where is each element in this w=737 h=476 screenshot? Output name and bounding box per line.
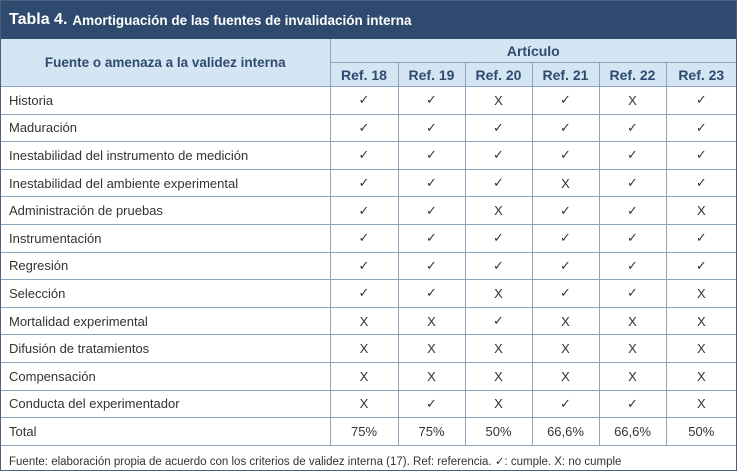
mark-cell: ✓ bbox=[330, 280, 398, 308]
mark-cell: ✓ bbox=[532, 142, 599, 170]
mark-cell: ✓ bbox=[599, 390, 666, 418]
mark-cell: X bbox=[599, 87, 666, 115]
mark-cell: ✓ bbox=[465, 169, 532, 197]
mark-cell: X bbox=[465, 362, 532, 390]
mark-cell: ✓ bbox=[330, 114, 398, 142]
total-row bbox=[1, 418, 736, 446]
mark-cell: ✓ bbox=[330, 87, 398, 115]
mark-cell: ✓ bbox=[532, 197, 599, 225]
mark-cell: X bbox=[532, 307, 599, 335]
mark-cell: X bbox=[532, 335, 599, 363]
table-row bbox=[1, 169, 736, 197]
mark-cell: X bbox=[330, 307, 398, 335]
row-label: Difusión de tratamientos bbox=[1, 335, 330, 363]
mark-cell: X bbox=[398, 362, 465, 390]
table-title bbox=[1, 1, 736, 39]
mark-cell: ✓ bbox=[465, 142, 532, 170]
mark-cell: ✓ bbox=[532, 280, 599, 308]
row-label: Total bbox=[1, 418, 330, 446]
mark-cell: X bbox=[599, 307, 666, 335]
table-row bbox=[1, 252, 736, 280]
mark-cell: X bbox=[599, 362, 666, 390]
mark-cell: X bbox=[666, 362, 736, 390]
mark-cell: X bbox=[465, 390, 532, 418]
table-row bbox=[1, 87, 736, 115]
ref-column-header: Ref. 20 bbox=[465, 63, 532, 87]
row-label: Administración de pruebas bbox=[1, 197, 330, 225]
mark-cell: ✓ bbox=[599, 142, 666, 170]
table-row bbox=[1, 362, 736, 390]
mark-cell: ✓ bbox=[532, 224, 599, 252]
mark-cell: X bbox=[532, 362, 599, 390]
mark-cell: X bbox=[398, 335, 465, 363]
table-row bbox=[1, 280, 736, 308]
mark-cell: ✓ bbox=[599, 224, 666, 252]
total-cell: 50% bbox=[666, 418, 736, 446]
mark-cell: ✓ bbox=[532, 114, 599, 142]
ref-column-header: Ref. 21 bbox=[532, 63, 599, 87]
row-label: Inestabilidad del instrumento de medición bbox=[1, 142, 330, 170]
mark-cell: ✓ bbox=[398, 197, 465, 225]
ref-column-header: Ref. 22 bbox=[599, 63, 666, 87]
mark-cell: X bbox=[330, 390, 398, 418]
ref-column-header: Ref. 23 bbox=[666, 63, 736, 87]
row-label: Selección bbox=[1, 280, 330, 308]
table-row bbox=[1, 142, 736, 170]
mark-cell: ✓ bbox=[330, 142, 398, 170]
mark-cell: ✓ bbox=[532, 87, 599, 115]
table-caption: Amortiguación de las fuentes de invalidación interna bbox=[72, 12, 412, 28]
mark-cell: X bbox=[666, 197, 736, 225]
mark-cell: ✓ bbox=[398, 87, 465, 115]
mark-cell: ✓ bbox=[398, 390, 465, 418]
mark-cell: ✓ bbox=[666, 114, 736, 142]
mark-cell: X bbox=[330, 362, 398, 390]
mark-cell: X bbox=[465, 280, 532, 308]
mark-cell: X bbox=[398, 307, 465, 335]
total-cell: 66,6% bbox=[599, 418, 666, 446]
mark-cell: ✓ bbox=[465, 224, 532, 252]
mark-cell: X bbox=[599, 335, 666, 363]
row-label: Inestabilidad del ambiente experimental bbox=[1, 169, 330, 197]
mark-cell: ✓ bbox=[330, 169, 398, 197]
mark-cell: ✓ bbox=[666, 224, 736, 252]
mark-cell: ✓ bbox=[465, 252, 532, 280]
mark-cell: X bbox=[330, 335, 398, 363]
validity-table bbox=[1, 39, 736, 446]
mark-cell: ✓ bbox=[398, 169, 465, 197]
mark-cell: ✓ bbox=[666, 169, 736, 197]
row-label: Compensación bbox=[1, 362, 330, 390]
mark-cell: X bbox=[532, 169, 599, 197]
mark-cell: ✓ bbox=[666, 142, 736, 170]
mark-cell: ✓ bbox=[398, 142, 465, 170]
table-footnote: Fuente: elaboración propia de acuerdo con los criterios de validez interna (17). Ref: referencia. ✓: cumple. X: no cumple bbox=[9, 455, 622, 468]
table-row bbox=[1, 224, 736, 252]
mark-cell: ✓ bbox=[330, 252, 398, 280]
source-column-header: Fuente o amenaza a la validez interna bbox=[1, 39, 330, 87]
ref-column-header: Ref. 19 bbox=[398, 63, 465, 87]
mark-cell: ✓ bbox=[599, 114, 666, 142]
article-group-header: Artículo bbox=[330, 39, 736, 63]
mark-cell: ✓ bbox=[330, 224, 398, 252]
mark-cell: ✓ bbox=[599, 280, 666, 308]
mark-cell: X bbox=[465, 87, 532, 115]
mark-cell: ✓ bbox=[398, 224, 465, 252]
table-row bbox=[1, 335, 736, 363]
row-label: Historia bbox=[1, 87, 330, 115]
mark-cell: X bbox=[666, 280, 736, 308]
mark-cell: ✓ bbox=[599, 197, 666, 225]
table-row bbox=[1, 307, 736, 335]
mark-cell: ✓ bbox=[465, 114, 532, 142]
total-cell: 66,6% bbox=[532, 418, 599, 446]
table-number: Tabla 4. bbox=[9, 11, 68, 28]
table-row bbox=[1, 197, 736, 225]
mark-cell: ✓ bbox=[532, 252, 599, 280]
total-cell: 50% bbox=[465, 418, 532, 446]
mark-cell: X bbox=[465, 335, 532, 363]
mark-cell: ✓ bbox=[666, 252, 736, 280]
mark-cell: X bbox=[666, 335, 736, 363]
row-label: Maduración bbox=[1, 114, 330, 142]
mark-cell: ✓ bbox=[666, 87, 736, 115]
total-cell: 75% bbox=[330, 418, 398, 446]
mark-cell: ✓ bbox=[398, 252, 465, 280]
mark-cell: ✓ bbox=[465, 307, 532, 335]
mark-cell: X bbox=[666, 390, 736, 418]
row-label: Instrumentación bbox=[1, 224, 330, 252]
mark-cell: ✓ bbox=[599, 252, 666, 280]
table-row bbox=[1, 390, 736, 418]
table-row bbox=[1, 114, 736, 142]
mark-cell: ✓ bbox=[599, 169, 666, 197]
mark-cell: ✓ bbox=[330, 197, 398, 225]
row-label: Conducta del experimentador bbox=[1, 390, 330, 418]
row-label: Regresión bbox=[1, 252, 330, 280]
mark-cell: ✓ bbox=[398, 114, 465, 142]
ref-column-header: Ref. 18 bbox=[330, 63, 398, 87]
mark-cell: ✓ bbox=[398, 280, 465, 308]
mark-cell: X bbox=[465, 197, 532, 225]
mark-cell: ✓ bbox=[532, 390, 599, 418]
mark-cell: X bbox=[666, 307, 736, 335]
row-label: Mortalidad experimental bbox=[1, 307, 330, 335]
total-cell: 75% bbox=[398, 418, 465, 446]
